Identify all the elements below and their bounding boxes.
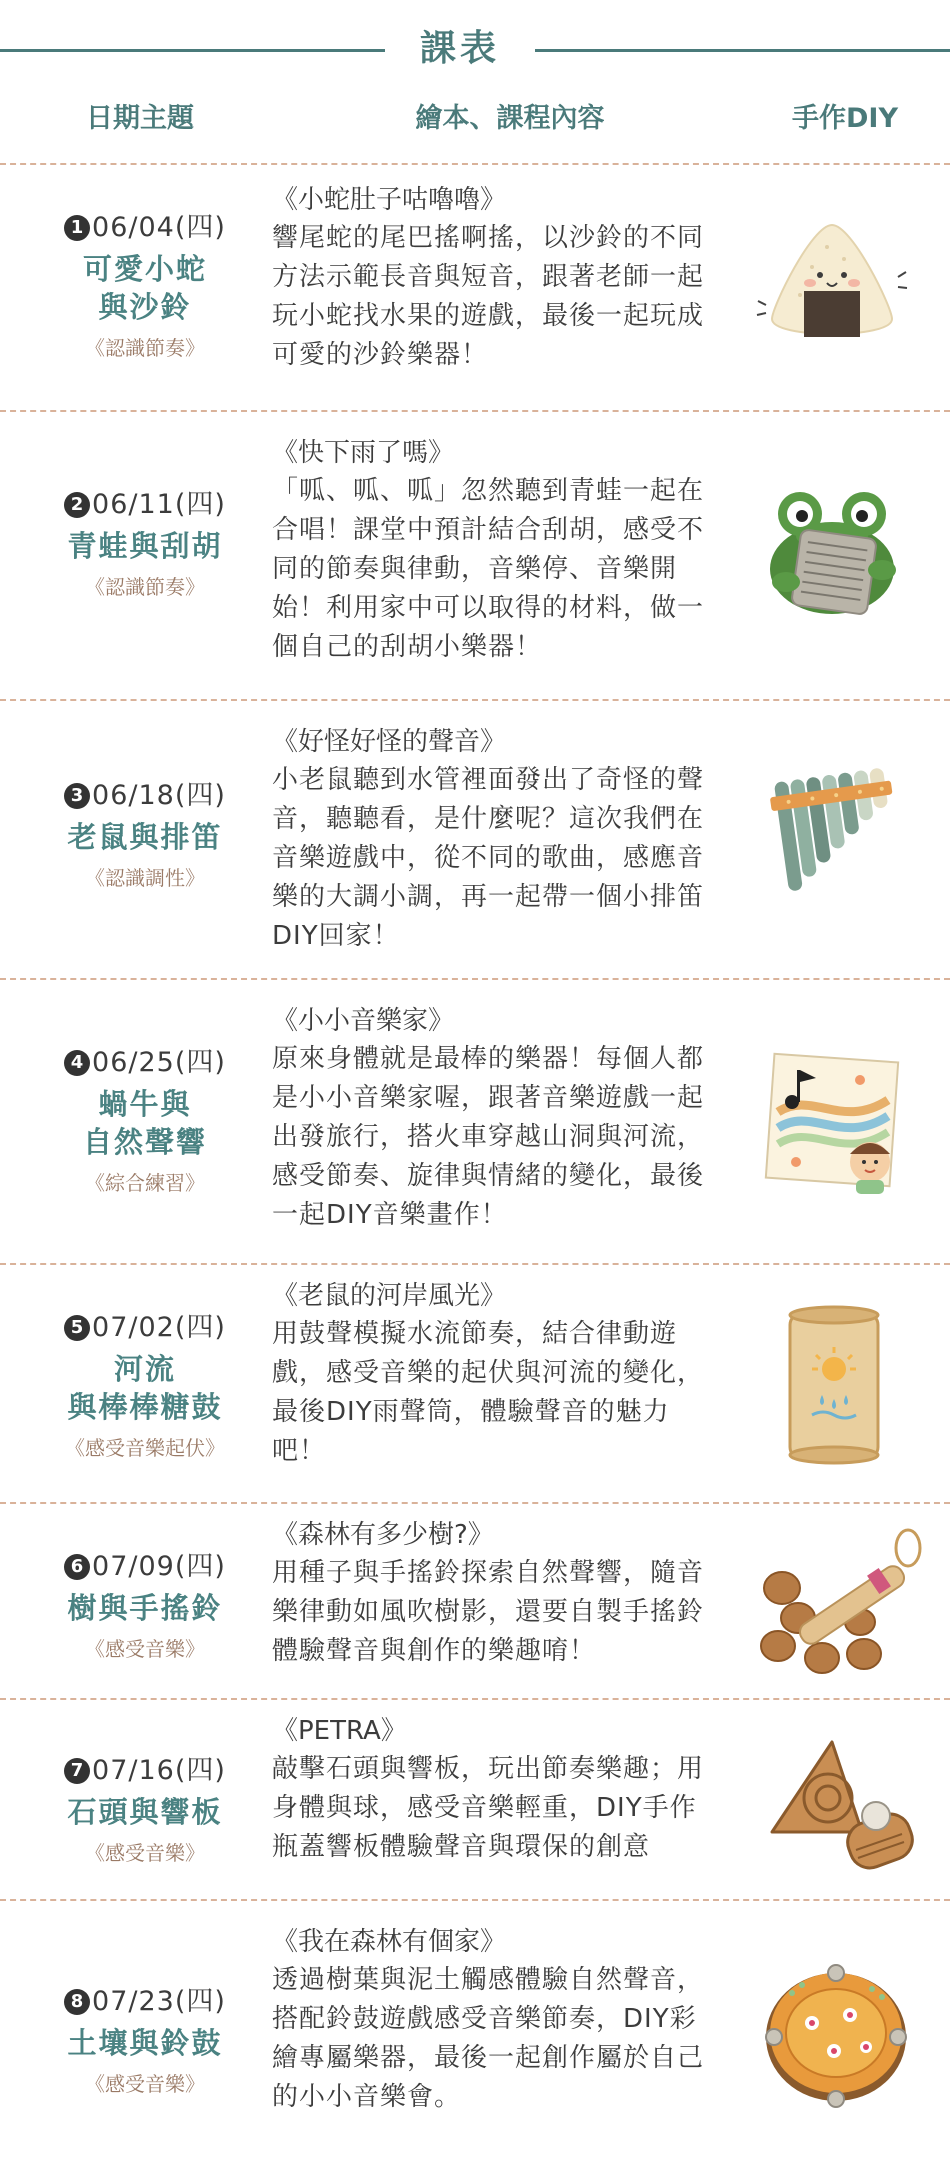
seed-shaker-icon [752, 1518, 922, 1692]
session-row-1 [0, 165, 950, 410]
course-description: 敲擊石頭與響板，玩出節奏樂趣；用身體與球，感受音樂輕重，DIY手作瓶蓋響板體驗聲音與環保的創意 [272, 1754, 705, 1862]
course-description: 「呱、呱、呱」忽然聽到青蛙一起在合唱！課堂中預計結合刮胡，感受不同的節奏與律動，音樂停、音樂開始！利用家中可以取得的材料，做一個自己的刮胡小樂器！ [272, 476, 705, 662]
session-date-theme [20, 1748, 270, 1866]
picture-book-title: 《森林有多少樹?》 [272, 1520, 494, 1550]
session-row-4 [0, 980, 950, 1263]
session-row-8 [0, 1901, 950, 2177]
rain-stick-icon [752, 1299, 912, 1473]
session-date-theme [20, 205, 270, 361]
session-theme: 河流 與棒棒糖鼓 [67, 1352, 223, 1424]
session-focus: 《感受音樂》 [85, 1637, 205, 1661]
course-description: 小老鼠聽到水管裡面發出了奇怪的聲音，聽聽看，是什麼呢？這次我們在音樂遊戲中，從不同的歌曲，感應音樂的大調小調，再一起帶一個小排笛DIY回家！ [272, 765, 705, 951]
session-number-badge: 3 [64, 783, 90, 809]
course-description: 用種子與手搖鈴探索自然聲響，隨音樂律動如風吹樹影，還要自製手搖鈴體驗聲音與創作的樂趣唷！ [272, 1558, 705, 1666]
session-theme: 青蛙與刮胡 [67, 529, 223, 563]
column-header-date-theme: 日期主題 [86, 103, 194, 134]
session-date: 7 07/16(四) [20, 1748, 270, 1787]
picture-book-title: 《小蛇肚子咕嚕嚕》 [272, 185, 507, 215]
course-description: 響尾蛇的尾巴搖啊搖，以沙鈴的不同方法示範長音與短音，跟著老師一起玩小蛇找水果的遊戲，最後一起玩成可愛的沙鈴樂器！ [272, 223, 705, 370]
picture-book-title: 《好怪好怪的聲音》 [272, 727, 507, 757]
session-content [272, 1277, 712, 1471]
session-date-theme [20, 1979, 270, 2097]
session-number-badge: 1 [64, 215, 90, 241]
rice-ball-icon [752, 207, 912, 361]
session-focus: 《感受音樂起伏》 [65, 1436, 225, 1460]
session-theme: 可愛小蛇 與沙鈴 [82, 252, 207, 324]
column-header-diy: 手作DIY [791, 103, 898, 134]
session-focus: 《綜合練習》 [85, 1171, 205, 1195]
session-date: 1 06/04(四) [20, 205, 270, 244]
picture-book-title: 《小小音樂家》 [272, 1006, 455, 1036]
tambourine-icon [752, 1953, 922, 2117]
session-date: 4 06/25(四) [20, 1040, 270, 1079]
session-theme: 樹與手搖鈴 [67, 1591, 223, 1625]
title-divider-right [535, 49, 950, 52]
session-content [272, 434, 712, 667]
session-content [272, 1712, 712, 1867]
session-content [272, 1002, 712, 1235]
session-row-2 [0, 412, 950, 699]
session-date-theme [20, 1305, 270, 1461]
column-header-content: 繪本、課程內容 [415, 103, 605, 134]
course-description: 用鼓聲模擬水流節奏，結合律動遊戲，感受音樂的起伏與河流的變化，最後DIY雨聲筒，體驗聲音的魅力吧！ [272, 1319, 705, 1466]
session-row-7 [0, 1700, 950, 1899]
session-content [272, 181, 712, 375]
picture-book-title: 《老鼠的河岸風光》 [272, 1281, 507, 1311]
session-content [272, 1516, 712, 1671]
session-focus: 《認識節奏》 [85, 575, 205, 599]
castanet-icon [752, 1722, 922, 1896]
session-theme: 蝸牛與 自然聲響 [82, 1087, 207, 1159]
session-theme: 土壤與鈴鼓 [67, 2026, 223, 2060]
session-number-badge: 5 [64, 1315, 90, 1341]
course-description: 透過樹葉與泥土觸感體驗自然聲音，搭配鈴鼓遊戲感受音樂節奏，DIY彩繪專屬樂器，最後一起創作屬於自己的小小音樂會。 [272, 1965, 705, 2112]
picture-book-title: 《PETRA》 [272, 1716, 407, 1746]
session-row-3 [0, 701, 950, 978]
session-row-6 [0, 1504, 950, 1698]
session-number-badge: 7 [64, 1758, 90, 1784]
session-date-theme [20, 773, 270, 891]
title-divider-left [0, 49, 385, 52]
frog-guiro-icon [752, 474, 912, 628]
page-title: 課表 [419, 28, 500, 69]
picture-book-title: 《快下雨了嗎》 [272, 438, 455, 468]
session-date-theme [20, 1544, 270, 1662]
session-content [272, 723, 712, 956]
session-date-theme [20, 482, 270, 600]
session-date: 8 07/23(四) [20, 1979, 270, 2018]
picture-book-title: 《我在森林有個家》 [272, 1927, 507, 1957]
session-date: 5 07/02(四) [20, 1305, 270, 1344]
session-row-5 [0, 1265, 950, 1502]
session-focus: 《認識節奏》 [85, 336, 205, 360]
session-date: 6 07/09(四) [20, 1544, 270, 1583]
session-content [272, 1923, 712, 2117]
session-number-badge: 6 [64, 1554, 90, 1580]
schedule-title-row [0, 12, 950, 82]
course-description: 原來身體就是最棒的樂器！每個人都是小小音樂家喔，跟著音樂遊戲一起出發旅行，搭火車穿越山洞與河流，感受節奏、旋律與情緒的變化，最後一起DIY音樂畫作！ [272, 1044, 705, 1230]
session-theme: 石頭與響板 [67, 1795, 223, 1829]
session-number-badge: 2 [64, 492, 90, 518]
session-date-theme [20, 1040, 270, 1196]
music-painting-icon [752, 1050, 912, 1204]
session-focus: 《認識調性》 [85, 866, 205, 890]
session-number-badge: 8 [64, 1989, 90, 2015]
session-date: 3 06/18(四) [20, 773, 270, 812]
session-number-badge: 4 [64, 1050, 90, 1076]
session-theme: 老鼠與排笛 [67, 820, 223, 854]
pan-flute-icon [752, 753, 912, 907]
session-date: 2 06/11(四) [20, 482, 270, 521]
session-focus: 《感受音樂》 [85, 2072, 205, 2096]
session-focus: 《感受音樂》 [85, 1841, 205, 1865]
